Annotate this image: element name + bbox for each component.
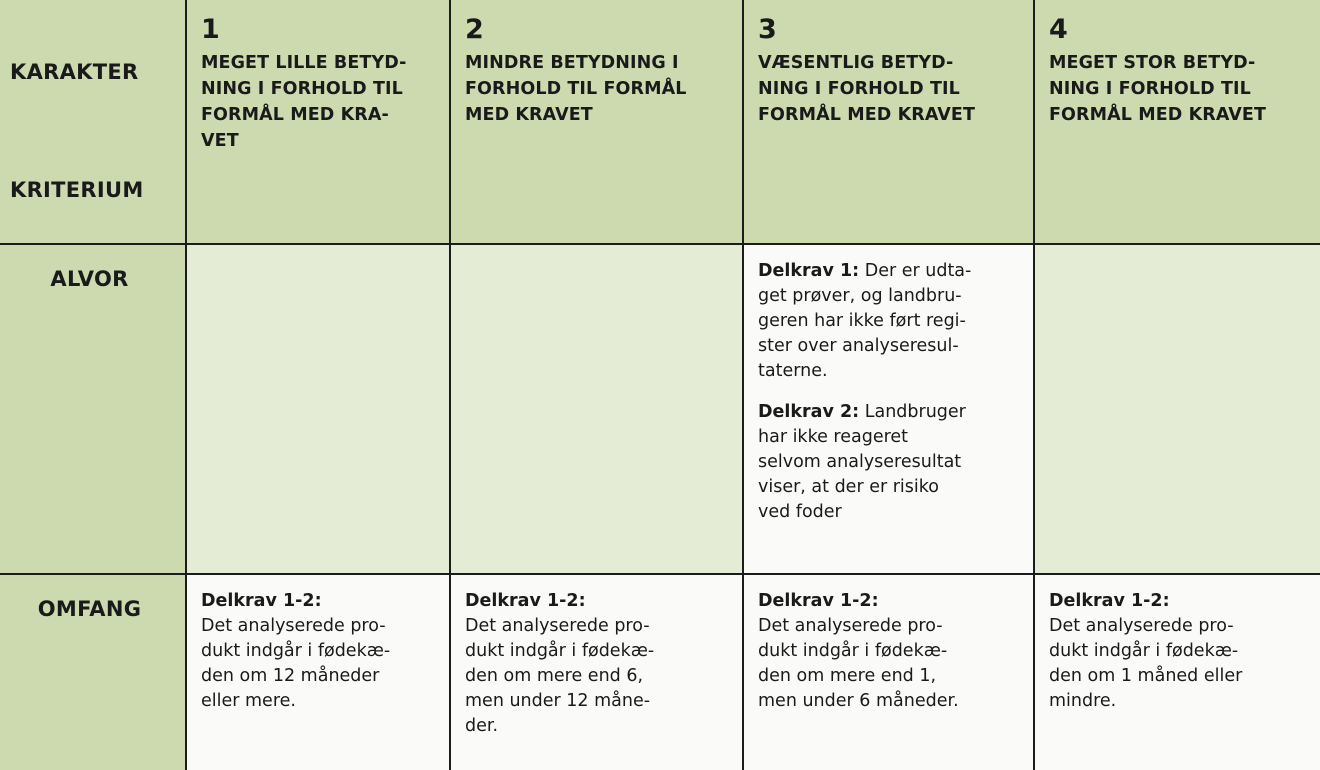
omfang-cell-2 — [450, 574, 743, 770]
omfang-label: OMFANG — [37, 597, 142, 621]
omfang-heading: Delkrav 1-2: — [201, 591, 322, 611]
alvor-cell-1 — [186, 244, 450, 574]
column-header-2 — [450, 0, 743, 244]
delkrav-2-text: Landbruger har ikke reageret selvom analyseresultat viser, at der er risiko ved foder — [758, 402, 966, 522]
column-description: MEGET STOR BETYD- NING I FORHOLD TIL FORMÅL MED KRAVET — [1049, 53, 1267, 125]
column-header-3 — [743, 0, 1034, 244]
omfang-row — [0, 574, 1320, 770]
alvor-cell-2 — [450, 244, 743, 574]
column-number: 1 — [201, 14, 220, 45]
alvor-row-label-cell — [0, 244, 186, 574]
alvor-cell-4 — [1034, 244, 1320, 574]
karakter-label: KARAKTER — [10, 60, 139, 84]
column-number: 3 — [758, 14, 777, 45]
omfang-heading: Delkrav 1-2: — [465, 591, 586, 611]
omfang-text: Det analyserede pro- dukt indgår i fødekæ- den om 1 måned eller mindre. — [1049, 616, 1243, 711]
column-description: VÆSENTLIG BETYD- NING I FORHOLD TIL FORMÅL MED KRAVET — [758, 53, 976, 125]
omfang-text: Det analyserede pro- dukt indgår i fødekæ- den om mere end 6, men under 12 måne- der. — [465, 616, 655, 736]
omfang-cell-4 — [1034, 574, 1320, 770]
delkrav-1-text: Der er udta- get prøver, og landbru- geren har ikke ført regi- ster over analyseresul- taterne. — [758, 261, 972, 381]
omfang-text: Det analyserede pro- dukt indgår i fødekæ- den om 12 måneder eller mere. — [201, 616, 391, 711]
omfang-heading: Delkrav 1-2: — [758, 591, 879, 611]
alvor-label: ALVOR — [50, 267, 129, 291]
kriterium-label: KRITERIUM — [10, 178, 144, 202]
column-description: MINDRE BETYDNING I FORHOLD TIL FORMÅL MED KRAVET — [465, 53, 687, 125]
header-row — [0, 0, 1320, 244]
omfang-heading: Delkrav 1-2: — [1049, 591, 1170, 611]
alvor-row — [0, 244, 1320, 574]
column-description: MEGET LILLE BETYD- NING I FORHOLD TIL FORMÅL MED KRA- VET — [201, 53, 407, 151]
delkrav-1-paragraph — [758, 259, 1025, 384]
column-number: 4 — [1049, 14, 1068, 45]
delkrav-2-paragraph — [758, 400, 1025, 525]
column-header-1 — [186, 0, 450, 244]
omfang-cell-1 — [186, 574, 450, 770]
delkrav-1-heading: Delkrav 1: — [758, 261, 860, 281]
alvor-cell-3 — [743, 244, 1034, 574]
omfang-cell-3 — [743, 574, 1034, 770]
column-number: 2 — [465, 14, 484, 45]
column-header-4 — [1034, 0, 1320, 244]
delkrav-2-heading: Delkrav 2: — [758, 402, 860, 422]
omfang-text: Det analyserede pro- dukt indgår i fødekæ- den om mere end 1, men under 6 måneder. — [758, 616, 959, 711]
corner-cell — [0, 0, 186, 244]
omfang-row-label-cell — [0, 574, 186, 770]
